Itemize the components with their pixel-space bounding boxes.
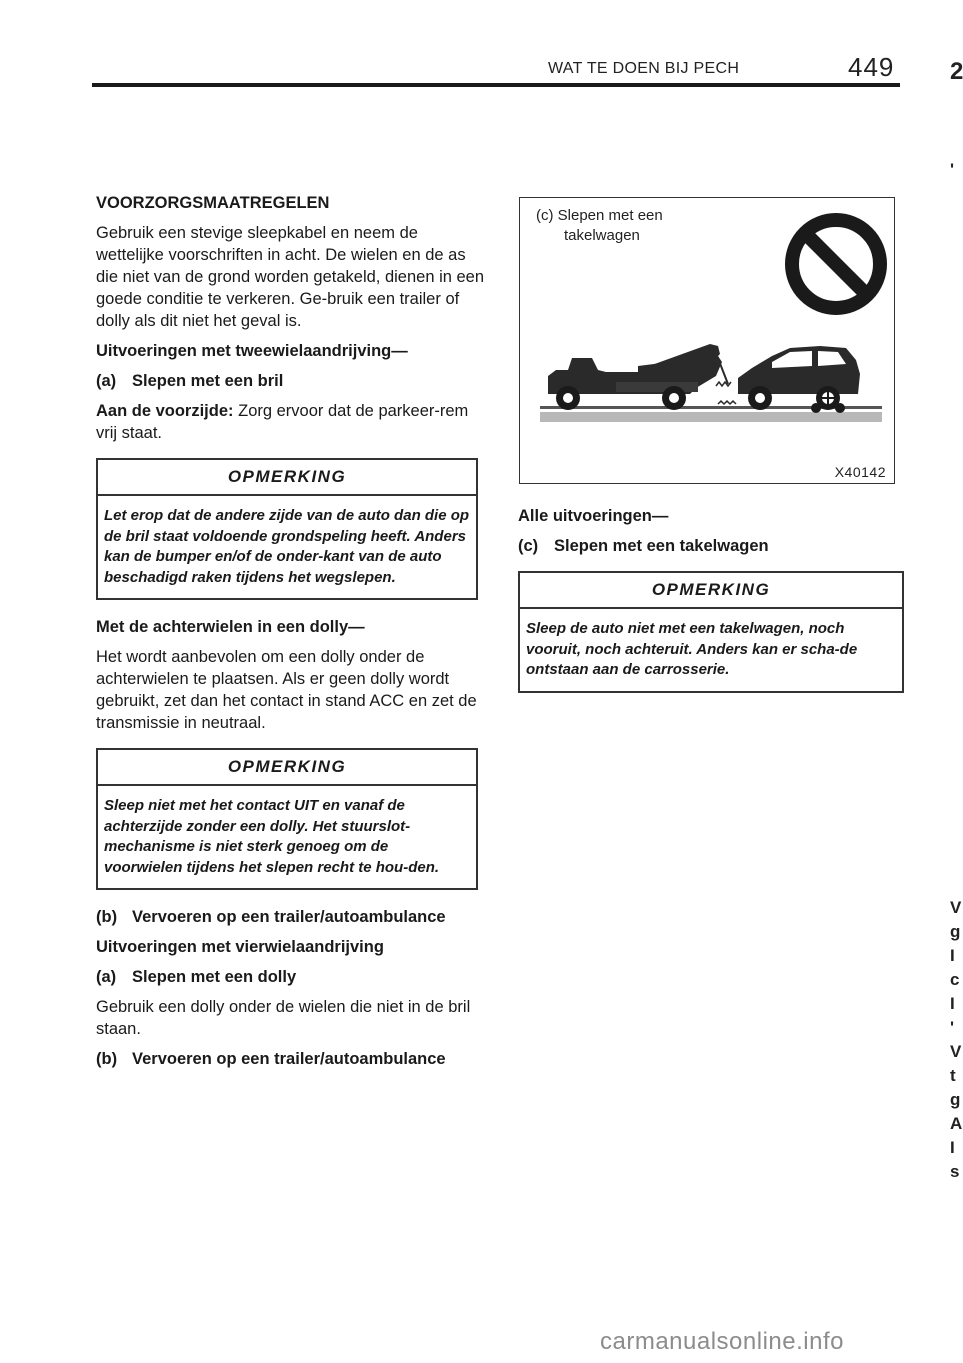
road-surface [540, 412, 882, 422]
edge-glyph: g [950, 922, 961, 941]
left-column [96, 192, 486, 1078]
item-text: Slepen met een takelwagen [554, 537, 769, 555]
note-title: OPMERKING [98, 460, 476, 496]
page-number: 449 [848, 52, 895, 82]
edge-glyph: t [950, 1066, 956, 1085]
note-title: OPMERKING [98, 750, 476, 786]
edge-glyph: ' [950, 160, 955, 179]
item-label: (c) [518, 537, 539, 555]
tow-truck-icon [548, 344, 736, 410]
tow-truck-figure [519, 197, 895, 484]
item-label: (a) [96, 968, 117, 986]
edge-glyph: c [950, 970, 960, 989]
section-title: VOORZORGSMAATREGELEN [96, 194, 330, 212]
suv-icon [738, 346, 860, 413]
figure-caption-line: (c) Slepen met een [536, 207, 663, 224]
list-item-b [96, 906, 486, 928]
intro-paragraph: Gebruik een stevige sleepkabel en neem de wettelijke voorschriften in acht. De wielen en de as die niet van de grond worden getakeld, dienen in een goede conditie te verkeren. Ge-bruik een trailer of dolly als dit niet het geval is. [96, 224, 485, 330]
note-box [518, 571, 904, 693]
figure-caption-line: takelwagen [564, 227, 640, 244]
note-box [96, 458, 478, 600]
prohibition-sign-icon [792, 220, 880, 308]
dolly-paragraph: Het wordt aanbevolen om een dolly onder de achterwielen te plaatsen. Als er geen dolly wordt gebruikt, zet dan het contact in stand ACC en zet de transmissie in neutraal. [96, 648, 477, 732]
edge-glyph: A [950, 1114, 963, 1133]
list-item-c [518, 535, 904, 557]
item-label: (a) [96, 372, 117, 390]
list-item-a [96, 370, 486, 392]
item-label: (b) [96, 908, 118, 926]
front-label: Aan de voorzijde: [96, 402, 234, 420]
edge-glyph: I [950, 946, 955, 965]
right-column [518, 505, 904, 709]
note-title: OPMERKING [520, 573, 902, 609]
edge-glyph: I [950, 994, 955, 1013]
note-text: Let erop dat de andere zijde van de auto dan die op de bril staat voldoende grondspeling heeft. Anders kan de bumper en/of de onder-kant van de auto beschadigd raken tijdens het wegslepen. [104, 507, 470, 586]
note-text: Sleep de auto niet met een takelwagen, noch vooruit, noch achteruit. Anders kan er scha-de ontstaan aan de carrosserie. [526, 620, 858, 678]
edge-glyph: I [950, 1138, 955, 1157]
item-text: Vervoeren op een trailer/autoambulance [132, 908, 446, 926]
all-models-heading: Alle uitvoeringen— [518, 507, 669, 525]
item-text: Slepen met een dolly [132, 968, 297, 986]
note-text: Sleep niet met het contact UIT en vanaf de achterzijde zonder een dolly. Het stuurslot-mechanisme is niet sterk genoeg om de voorwielen tijdens het slepen recht te hou-den. [104, 797, 440, 876]
edge-glyph: ' [950, 1018, 955, 1037]
four-wd-heading: Uitvoeringen met vierwielaandrijving [96, 938, 384, 956]
figure-code: X40142 [834, 464, 886, 480]
note-box [96, 748, 478, 890]
dolly-heading: Met de achterwielen in een dolly— [96, 618, 365, 636]
front-text: Zorg ervoor dat de parkeer-rem vrij staat. [96, 402, 469, 442]
edge-glyph: g [950, 1090, 961, 1109]
running-header: WAT TE DOEN BIJ PECH [548, 60, 740, 77]
edge-glyph: V [950, 898, 962, 917]
list-item-a [96, 966, 486, 988]
header-rule [92, 83, 900, 87]
item-text: Slepen met een bril [132, 372, 284, 390]
dolly2-paragraph: Gebruik een dolly onder de wielen die niet in de bril staan. [96, 998, 471, 1038]
watermark: carmanualsonline.info [600, 1328, 844, 1355]
item-label: (b) [96, 1050, 118, 1068]
front-paragraph [96, 400, 486, 444]
item-text: Vervoeren op een trailer/autoambulance [132, 1050, 446, 1068]
edge-glyph: V [950, 1042, 962, 1061]
list-item-b [96, 1048, 486, 1070]
edge-glyph: 2 [950, 58, 963, 85]
two-wd-heading: Uitvoeringen met tweewielaandrijving— [96, 342, 408, 360]
figure-caption [536, 206, 663, 246]
edge-glyph: s [950, 1162, 960, 1181]
